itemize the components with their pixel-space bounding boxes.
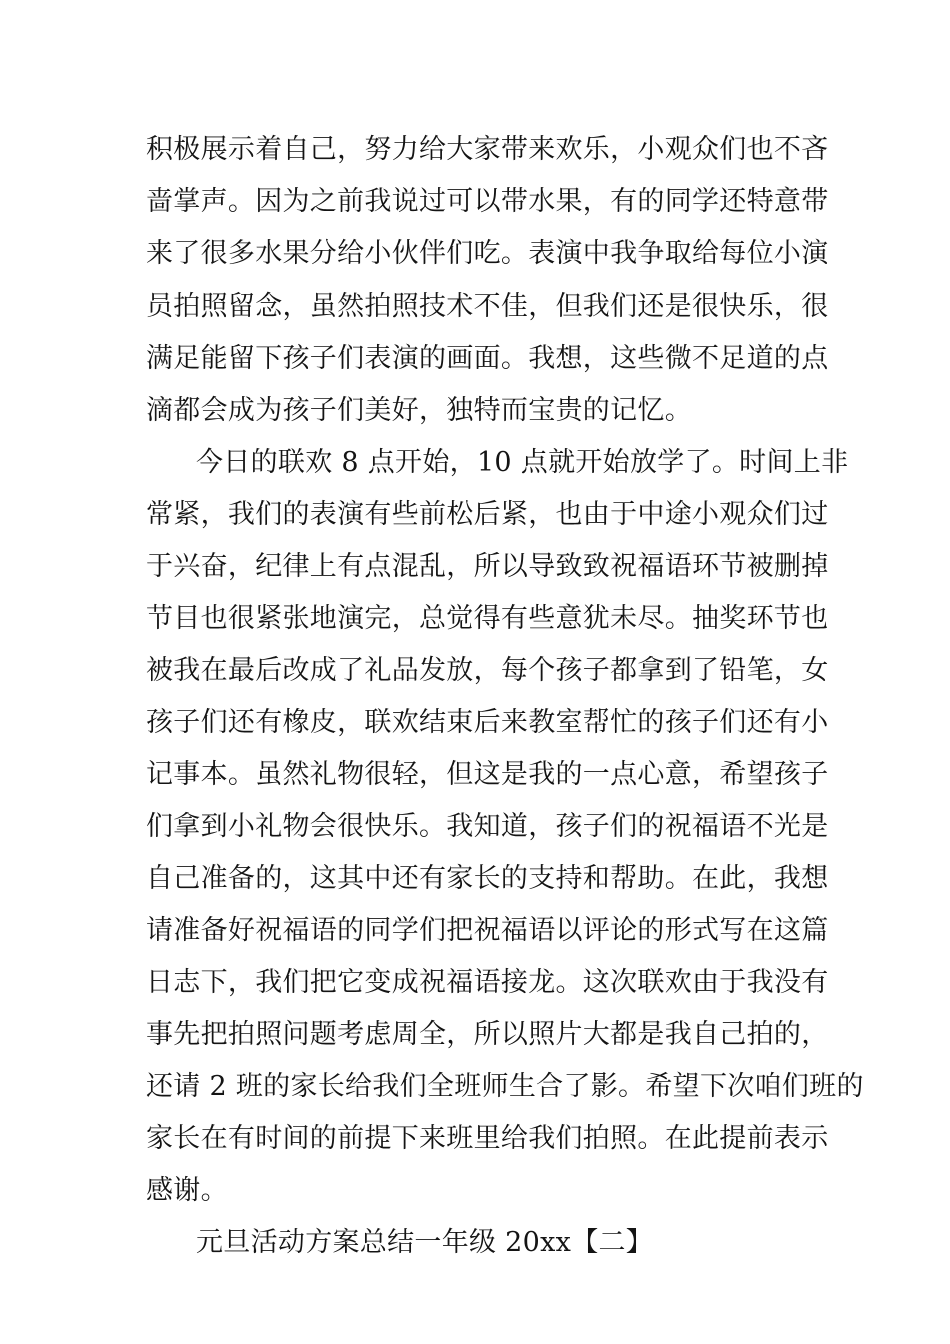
text-line: 啬掌声。因为之前我说过可以带水果，有的同学还特意带 <box>146 186 829 217</box>
text-line: 们拿到小礼物会很快乐。我知道，孩子们的祝福语不光是 <box>146 811 829 842</box>
text-line: 来了很多水果分给小伙伴们吃。表演中我争取给每位小演 <box>146 238 829 269</box>
text-line: 请准备好祝福语的同学们把祝福语以评论的形式写在这篇 <box>146 915 829 946</box>
text-line: 节目也很紧张地演完，总觉得有些意犹未尽。抽奖环节也 <box>146 603 829 634</box>
text-line: 自己准备的，这其中还有家长的支持和帮助。在此，我想 <box>146 863 829 894</box>
text-line: 还请 2 班的家长给我们全班师生合了影。希望下次咱们班的 <box>146 1071 864 1102</box>
text-line: 日志下，我们把它变成祝福语接龙。这次联欢由于我没有 <box>146 967 829 998</box>
text-line: 记事本。虽然礼物很轻，但这是我的一点心意，希望孩子 <box>146 759 829 790</box>
text-line: 孩子们还有橡皮，联欢结束后来教室帮忙的孩子们还有小 <box>146 707 829 738</box>
text-line: 感谢。 <box>146 1175 228 1206</box>
section-heading: 元旦活动方案总结一年级 20xx【二】 <box>196 1227 654 1258</box>
text-line: 积极展示着自己，努力给大家带来欢乐，小观众们也不吝 <box>146 134 829 165</box>
text-line: 事先把拍照问题考虑周全，所以照片大都是我自己拍的， <box>146 1019 829 1050</box>
text-line: 滴都会成为孩子们美好，独特而宝贵的记忆。 <box>146 395 692 426</box>
text-line: 今日的联欢 8 点开始，10 点就开始放学了。时间上非 <box>196 447 849 478</box>
text-line: 员拍照留念，虽然拍照技术不佳，但我们还是很快乐，很 <box>146 291 829 322</box>
text-line: 常紧，我们的表演有些前松后紧，也由于中途小观众们过 <box>146 499 829 530</box>
text-line: 家长在有时间的前提下来班里给我们拍照。在此提前表示 <box>146 1123 829 1154</box>
text-line: 于兴奋，纪律上有点混乱，所以导致致祝福语环节被删掉 <box>146 551 829 582</box>
text-line: 被我在最后改成了礼品发放，每个孩子都拿到了铅笔，女 <box>146 655 829 686</box>
text-line: 满足能留下孩子们表演的画面。我想，这些微不足道的点 <box>146 343 829 374</box>
